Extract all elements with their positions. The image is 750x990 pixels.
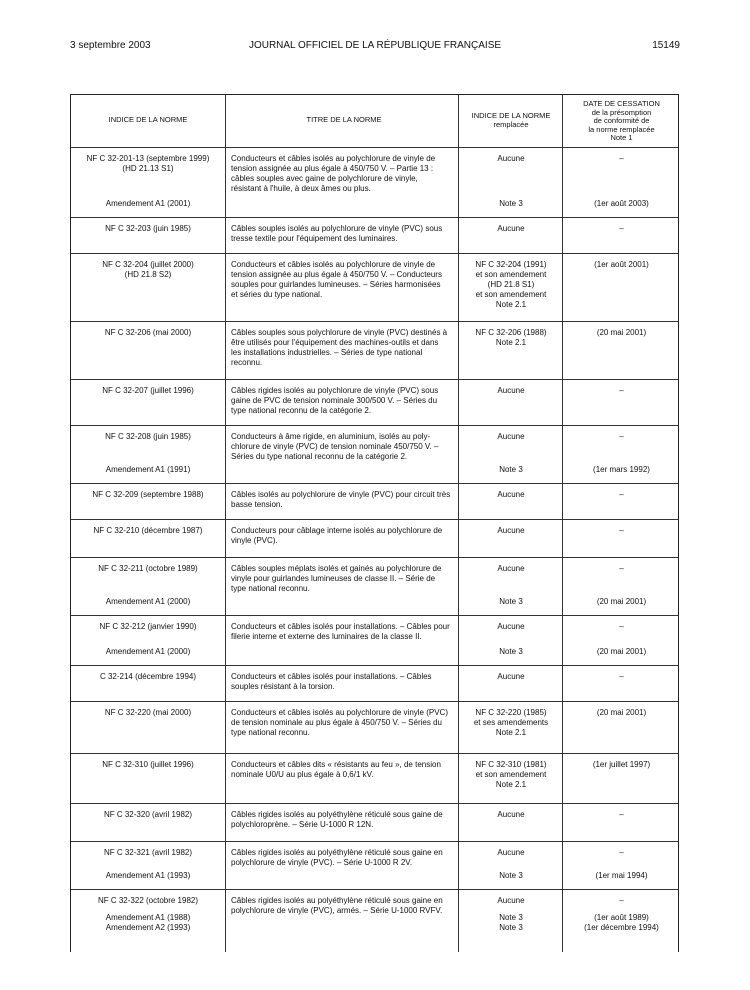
row-separator <box>71 379 678 380</box>
row-separator <box>71 701 678 702</box>
amendement-date: (1er mai 1994) <box>595 871 648 880</box>
column-header-date-cessation: DATE DE CESSATION de la présomption de conformité de la norme remplacée Note 1 <box>583 99 660 142</box>
norme-titre: Conducteurs et câbles isolés pour installations. – Câbles pour filerie interne et externe des luminaires de la classe II. <box>231 622 450 641</box>
norme-titre: Câbles rigides isolés au polychlorure de vinyle (PVC) sous gaine de PVC de tension nominale 300/500 V. – Séries du type national reconnu de la catégorie 2. <box>231 386 439 415</box>
row-separator <box>71 425 678 426</box>
norme-indice: NF C 32-207 (juillet 1996) <box>102 386 194 395</box>
norme-titre: Câbles rigides isolés au polyéthylène réticulé sous gaine de polychloroprène. – Série U-1000 R 12N. <box>231 810 443 829</box>
norme-indice: C 32-214 (décembre 1994) <box>99 672 197 681</box>
norme-indice: NF C 32-212 (janvier 1990) <box>99 622 197 631</box>
norme-titre: Conducteurs pour câblage interne isolés au polychlorure de vinyle (PVC). <box>231 526 443 545</box>
amendement-remplacee: Note 3 <box>499 465 523 474</box>
journal-title: JOURNAL OFFICIEL DE LA RÉPUBLIQUE FRANÇAISE <box>248 40 502 51</box>
column-divider <box>458 95 459 952</box>
norme-indice: NF C 32-208 (juin 1985) <box>105 432 191 441</box>
norme-indice: NF C 32-220 (mai 2000) <box>104 708 192 717</box>
norme-indice: NF C 32-209 (septembre 1988) <box>92 490 204 499</box>
standards-table <box>70 94 679 952</box>
norme-indice: NF C 32-206 (mai 2000) <box>104 328 192 337</box>
norme-remplacee: Aucune <box>497 672 525 681</box>
norme-remplacee: NF C 32-204 (1991) et son amendement (HD 21.8 S1) et son amendement Note 2.1 <box>475 260 547 309</box>
date-cessation: – <box>619 564 624 573</box>
row-separator <box>71 841 678 842</box>
date-cessation: – <box>619 672 624 681</box>
amendement-remplacee: Note 3 <box>499 597 523 606</box>
norme-indice: NF C 32-203 (juin 1985) <box>105 224 191 233</box>
norme-titre: Câbles rigides isolés au polyéthylène réticulé sous gaine en polychlorure de vinyle (PVC). – Série U-1000 R 2V. <box>231 848 443 867</box>
date-cessation: (20 mai 2001) <box>596 328 647 337</box>
row-separator <box>71 519 678 520</box>
date-cessation: (1er juillet 1997) <box>592 760 651 769</box>
date-cessation: – <box>619 622 624 631</box>
amendement: Amendement A1 (2000) <box>105 647 191 656</box>
date-cessation: – <box>619 224 624 233</box>
norme-titre: Conducteurs et câbles isolés au polychlorure de vinyle (PVC) de tension nominale au plus égale à 450/750 V. – Séries du type national reconnu. <box>231 708 448 737</box>
amendement-remplacee: Note 3 <box>499 199 523 208</box>
row-separator <box>71 253 678 254</box>
norme-remplacee: Aucune <box>497 224 525 233</box>
norme-remplacee: Aucune <box>497 432 525 441</box>
amendement-remplacee: Note 3 <box>499 871 523 880</box>
norme-indice: NF C 32-322 (octobre 1982) <box>97 896 199 905</box>
norme-titre: Câbles souples isolés au polychlorure de vinyle (PVC) sous tresse textile pour l'équipement des luminaires. <box>231 224 443 243</box>
norme-remplacee: Aucune <box>497 810 525 819</box>
norme-titre: Câbles souples méplats isolés et gainés au polychlorure de vinyle pour guirlandes lumineuses de classe II. – Série de type national reconnu. <box>231 564 442 593</box>
amendement: Amendement A1 (2001) <box>105 199 191 208</box>
norme-indice: NF C 32-201-13 (septembre 1999) (HD 21.13 S1) <box>86 154 210 173</box>
norme-remplacee: Aucune <box>497 848 525 857</box>
row-separator <box>71 615 678 616</box>
row-separator <box>71 483 678 484</box>
header-date: 3 septembre 2003 <box>70 40 151 51</box>
page-header <box>70 40 680 54</box>
date-cessation: – <box>619 810 624 819</box>
amendement: Amendement A1 (2000) <box>105 597 191 606</box>
norme-titre: Conducteurs et câbles isolés au polychlorure de vinyle de tension assignée au plus égale à 450/750 V. – Partie 13 : câbles souples avec gaine de polychlorure de vinyle, résistant à l'huile, à deux âmes ou plus. <box>231 154 436 193</box>
norme-remplacee: Aucune <box>497 490 525 499</box>
norme-remplacee: NF C 32-206 (1988) Note 2.1 <box>475 328 547 347</box>
norme-remplacee: NF C 32-220 (1985) et ses amendements Note 2.1 <box>473 708 549 737</box>
norme-titre: Conducteurs et câbles isolés au polychlorure de vinyle de tension assignée au plus égale à 450/750 V. – Conducteurs souples pour guirlandes lumineuses. – Séries harmonisées et séries du type national. <box>231 260 442 299</box>
row-separator <box>71 147 678 148</box>
column-header-remplacee: INDICE DE LA NORME remplacée <box>471 111 551 129</box>
norme-titre: Conducteurs et câbles dits « résistants au feu », de tension nominale U0/U au plus égale à 0,6/1 kV. <box>231 760 441 779</box>
amendement: Amendement A1 (1991) <box>105 465 191 474</box>
date-cessation: – <box>619 386 624 395</box>
norme-titre: Câbles isolés au polychlorure de vinyle (PVC) pour circuit très basse tension. <box>231 490 451 509</box>
norme-titre: Câbles souples sous polychlorure de vinyle (PVC) destinés à être utilisés pour l'équipement des machines-outils et dans les installations industrielles. – Séries de type national reconnu. <box>231 328 448 367</box>
amendement-remplacee: Note 3 Note 3 <box>499 913 523 932</box>
amendement-date: (20 mai 2001) <box>596 647 647 656</box>
amendement-date: (20 mai 2001) <box>596 597 647 606</box>
date-cessation: (20 mai 2001) <box>596 708 647 717</box>
norme-remplacee: Aucune <box>497 896 525 905</box>
date-cessation: (1er août 2001) <box>594 260 649 269</box>
amendement-date: (1er août 2003) <box>594 199 649 208</box>
norme-remplacee: Aucune <box>497 386 525 395</box>
column-divider <box>562 95 563 952</box>
amendement: Amendement A1 (1993) <box>105 871 191 880</box>
amendement-date: (1er août 1989) (1er décembre 1994) <box>584 913 659 932</box>
row-separator <box>71 803 678 804</box>
norme-remplacee: Aucune <box>497 526 525 535</box>
date-cessation: – <box>619 896 624 905</box>
norme-indice: NF C 32-204 (juillet 2000) (HD 21.8 S2) <box>102 260 194 279</box>
norme-titre: Conducteurs et câbles isolés pour installations. – Câbles souples résistant à la torsion. <box>231 672 432 691</box>
norme-titre: Conducteurs à âme rigide, en aluminium, isolés au poly- chlorure de vinyle (PVC) de tension nominale 450/750 V. – Séries du type national reconnu de la catégorie 2. <box>231 432 439 461</box>
amendement-date: (1er mars 1992) <box>593 465 650 474</box>
norme-indice: NF C 32-310 (juillet 1996) <box>102 760 194 769</box>
row-separator <box>71 321 678 322</box>
column-divider <box>225 95 226 952</box>
norme-titre: Câbles rigides isolés au polyéthylène réticulé sous gaine en polychlorure de vinyle (PVC), armés. – Série U-1000 RVFV. <box>231 896 443 915</box>
norme-indice: NF C 32-210 (décembre 1987) <box>93 526 203 535</box>
row-separator <box>71 665 678 666</box>
row-separator <box>71 753 678 754</box>
date-cessation: – <box>619 848 624 857</box>
date-cessation: – <box>619 526 624 535</box>
row-separator <box>71 557 678 558</box>
norme-indice: NF C 32-320 (avril 1982) <box>103 810 193 819</box>
norme-remplacee: Aucune <box>497 154 525 163</box>
date-cessation: – <box>619 490 624 499</box>
norme-indice: NF C 32-321 (avril 1982) <box>103 848 193 857</box>
column-header-titre: TITRE DE LA NORME <box>306 115 382 124</box>
row-separator <box>71 217 678 218</box>
date-cessation: – <box>619 154 624 163</box>
norme-remplacee: Aucune <box>497 564 525 573</box>
norme-remplacee: Aucune <box>497 622 525 631</box>
amendement: Amendement A1 (1988) Amendement A2 (1993) <box>105 913 191 932</box>
row-separator <box>71 889 678 890</box>
date-cessation: – <box>619 432 624 441</box>
page-number: 15149 <box>652 40 680 51</box>
norme-remplacee: NF C 32-310 (1981) et son amendement Note 2.1 <box>475 760 547 789</box>
norme-indice: NF C 32-211 (octobre 1989) <box>98 564 198 573</box>
amendement-remplacee: Note 3 <box>499 647 523 656</box>
column-header-indice: INDICE DE LA NORME <box>108 115 188 124</box>
